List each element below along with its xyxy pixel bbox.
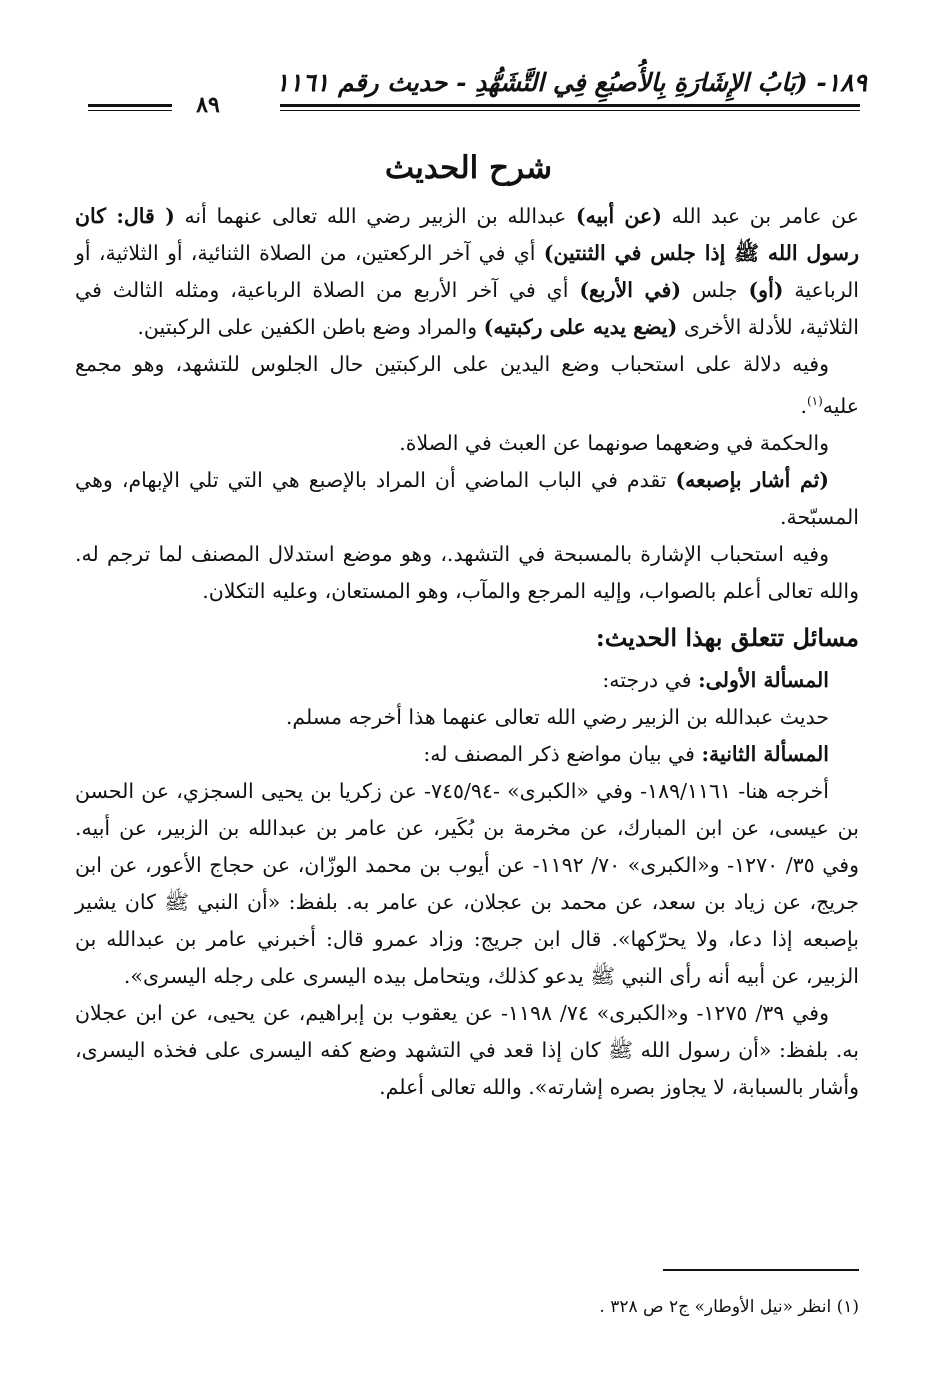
- text-run: جلس: [681, 278, 749, 302]
- text-run: وفيه دلالة على استحباب وضع اليدين على الركبتين حال الجلوس للتشهد، وهو مجمع عليه: [75, 352, 859, 418]
- section-title: شرح الحديث: [384, 150, 553, 186]
- text-run: والمراد وضع باطن الكفين على الركبتين.: [137, 315, 484, 339]
- masala-second-heading: [75, 736, 859, 773]
- bold-text-run: (أو): [748, 278, 784, 302]
- bold-text-run: (عن أبيه): [575, 204, 662, 228]
- footnote: (١) انظر «نيل الأوطار» ج٢ ص ٣٢٨ .: [599, 1297, 859, 1317]
- paragraph: [75, 425, 859, 462]
- masail-heading: مسائل تتعلق بهذا الحديث:: [595, 622, 859, 652]
- body-text: [75, 198, 859, 1106]
- footnote-marker: (١): [806, 394, 823, 408]
- text-run: أي في آخر الركعتين، من الصلاة الثنائية، أو الثلاثية، أو الرباعية: [75, 241, 859, 302]
- text-run: تقدم في الباب الماضي أن المراد بالإصبع هي التي تلي الإبهام، وهي المسبّحة.: [75, 467, 859, 529]
- masala-first-heading: [75, 662, 859, 699]
- text-run: عن عامر بن عبد الله: [661, 204, 859, 228]
- text-run: أخرجه هنا- ١٨٩/١١٦١- وفي «الكبرى» -٧٤٥/٩٤- عن زكريا بن يحيى السجزي، عن الحسن بن عيسى، عن ابن المبارك، عن مخرمة بن بُكَير، عن عامر بن عبدالله بن الزبير، عن أبيه. وفي ٣٥/ ١٢٧٠- و«الكبرى» ٧٠/ ١١٩٢- عن أيوب بن محمد الوزّان، عن حجاج الأعور، عن ابن جريج، عن زياد بن سعد، عن محمد بن عجلان، عن عامر به. بلفظ: «أن النبي ﷺ كان يشير بإصبعه إذا دعا، ولا يحرّكها». قال ابن جريج: وزاد عمرو قال: أخبرني عامر بن عبدالله بن الزبير، عن أبيه أنه رأى النبي ﷺ يدعو كذلك، ويتحامل بيده اليسرى على رجله اليسرى».: [75, 778, 860, 988]
- paragraph: [75, 198, 859, 346]
- bold-text-run: (يضع يديه على ركبتيه): [483, 315, 678, 339]
- text-run: حديث عبدالله بن الزبير رضي الله تعالى عنهما هذا أخرجه مسلم.: [285, 704, 829, 729]
- footnote-rule: [663, 1269, 859, 1271]
- text-run: عبدالله بن الزبير رضي الله تعالى عنهما أنه: [174, 204, 576, 228]
- bold-text-run: ( قال: كان رسول الله ﷺ إذا جلس في الثنتين): [75, 204, 859, 265]
- paragraph: [75, 995, 859, 1106]
- paragraph: [75, 536, 859, 610]
- header-rule-thin: [280, 110, 860, 111]
- bold-text-run: (ثم أشار بإصبعه): [675, 467, 829, 492]
- text-run: .: [800, 393, 807, 418]
- text-run: في درجته:: [602, 667, 699, 692]
- page-number-rule-thick: [88, 104, 172, 107]
- text-run: في بيان مواضع ذكر المصنف له:: [423, 741, 702, 766]
- text-run: وفيه استحباب الإشارة بالمسبحة في التشهد.، وهو موضع استدلال المصنف لما ترجم له. والله تعالى أعلم بالصواب، وإليه المرجع والمآب، وهو المستعان، وعليه التكلان.: [75, 541, 859, 603]
- paragraph: [75, 462, 859, 536]
- page-number: ٨٩: [196, 92, 220, 118]
- paragraph: [75, 346, 859, 425]
- page-number-rule-thin: [88, 110, 172, 111]
- text-run: وفي ٣٩/ ١٢٧٥- و«الكبرى» ٧٤/ ١١٩٨- عن يعقوب بن إبراهيم، عن يحيى، عن ابن عجلان به. بلفظ: «أن رسول الله ﷺ كان إذا قعد في التشهد وضع كفه اليسرى على فخذه اليسرى، وأشار بالسبابة، لا يجاوز بصره إشارته». والله تعالى أعلم.: [75, 1000, 859, 1099]
- running-head: ١٨٩- (بَابُ الإِشَارَةِ بِالأُصبُعِ فِي التَّشَهُّدِ - حديث رقم ١١٦١: [275, 68, 867, 97]
- paragraph: [75, 773, 859, 995]
- paragraph: [75, 699, 859, 736]
- header-rule-thick: [280, 104, 860, 107]
- text-run: أي في آخر الأربع من الصلاة الرباعية، ومثله الثالث في الثلاثية، للأدلة الأخرى: [75, 278, 859, 339]
- bold-text-run: المسألة الأولى:: [698, 667, 829, 692]
- bold-text-run: (في الأربع): [579, 278, 682, 302]
- text-run: والحكمة في وضعهما صونهما عن العبث في الصلاة.: [399, 430, 829, 455]
- bold-text-run: المسألة الثانية:: [701, 741, 829, 766]
